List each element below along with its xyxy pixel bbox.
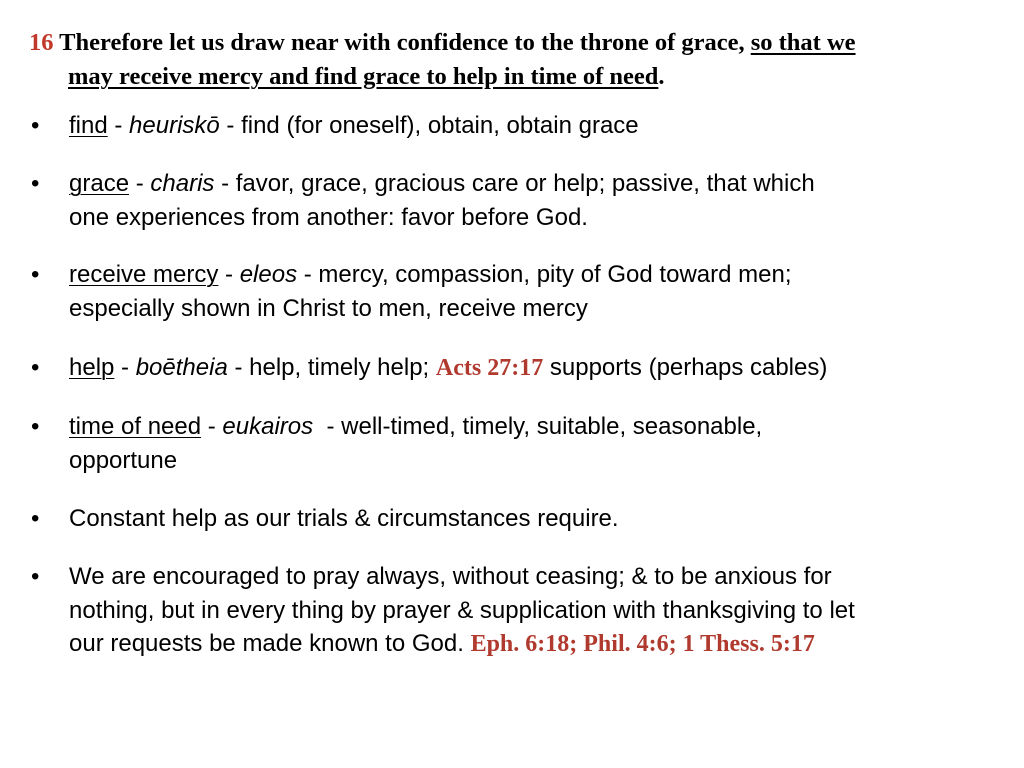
list-item-text	[69, 560, 994, 662]
scripture-reference: Acts 27:17	[435, 355, 544, 381]
term-help: help	[69, 354, 115, 381]
list-item-text	[69, 258, 994, 325]
bullet-icon: •	[31, 170, 40, 197]
term-receive-mercy: receive mercy	[69, 261, 219, 288]
list-item-text	[69, 109, 994, 143]
verse-number: 16	[29, 29, 54, 56]
verse-heading	[29, 26, 989, 94]
separator: -	[114, 354, 136, 381]
definition-continued: one experiences from another: favor before God.	[69, 203, 588, 231]
greek-word: boētheia	[135, 354, 228, 381]
list-item-text	[69, 167, 994, 234]
term-time-of-need: time of need	[69, 413, 202, 440]
bullet-icon: •	[31, 563, 40, 590]
greek-word: heuriskō	[129, 112, 220, 139]
prayer-text-line-1: We are encouraged to pray always, without ceasing; & to be anxious for	[69, 563, 832, 590]
list-item-text	[69, 410, 994, 477]
greek-word: eleos	[239, 261, 298, 288]
term-grace: grace	[69, 170, 130, 197]
prayer-text-line-3: our requests be made known to God.	[69, 630, 471, 657]
verse-period: .	[658, 63, 665, 90]
verse-underlined-phrase-2: may receive mercy and find grace to help in time of need	[68, 63, 659, 90]
bullet-icon: •	[31, 413, 40, 440]
definition-after: supports (perhaps cables)	[543, 354, 828, 381]
definition: - mercy, compassion, pity of God toward men;	[297, 261, 792, 288]
definition: - well-timed, timely, suitable, seasonable,	[313, 413, 763, 440]
bullet-icon: •	[31, 505, 40, 532]
scripture-references: Eph. 6:18; Phil. 4:6; 1 Thess. 5:17	[470, 631, 815, 657]
separator: -	[107, 112, 130, 139]
definition: - favor, grace, gracious care or help; passive, that which	[214, 170, 815, 197]
list-item-text: Constant help as our trials & circumstances require.	[69, 505, 619, 532]
bullet-icon: •	[31, 261, 40, 288]
separator: -	[218, 261, 240, 288]
separator: -	[201, 413, 223, 440]
bullet-icon: •	[31, 354, 40, 381]
list-item-text	[69, 351, 994, 386]
greek-word: charis	[150, 170, 215, 197]
separator: -	[129, 170, 151, 197]
prayer-text-line-2: nothing, but in every thing by prayer & supplication with thanksgiving to let	[69, 596, 855, 624]
term-find: find	[69, 112, 108, 139]
definition: - find (for oneself), obtain, obtain grace	[219, 112, 639, 139]
verse-underlined-phrase-1: so that we	[750, 29, 856, 56]
greek-word: eukairos	[222, 413, 314, 440]
verse-line-2	[29, 60, 989, 94]
definition-continued: opportune	[69, 446, 178, 474]
verse-text: Therefore let us draw near with confidence to the throne of grace,	[53, 29, 751, 56]
definition: - help, timely help;	[227, 354, 436, 381]
definition-continued: especially shown in Christ to men, receive mercy	[69, 294, 588, 322]
bullet-icon: •	[31, 112, 40, 139]
